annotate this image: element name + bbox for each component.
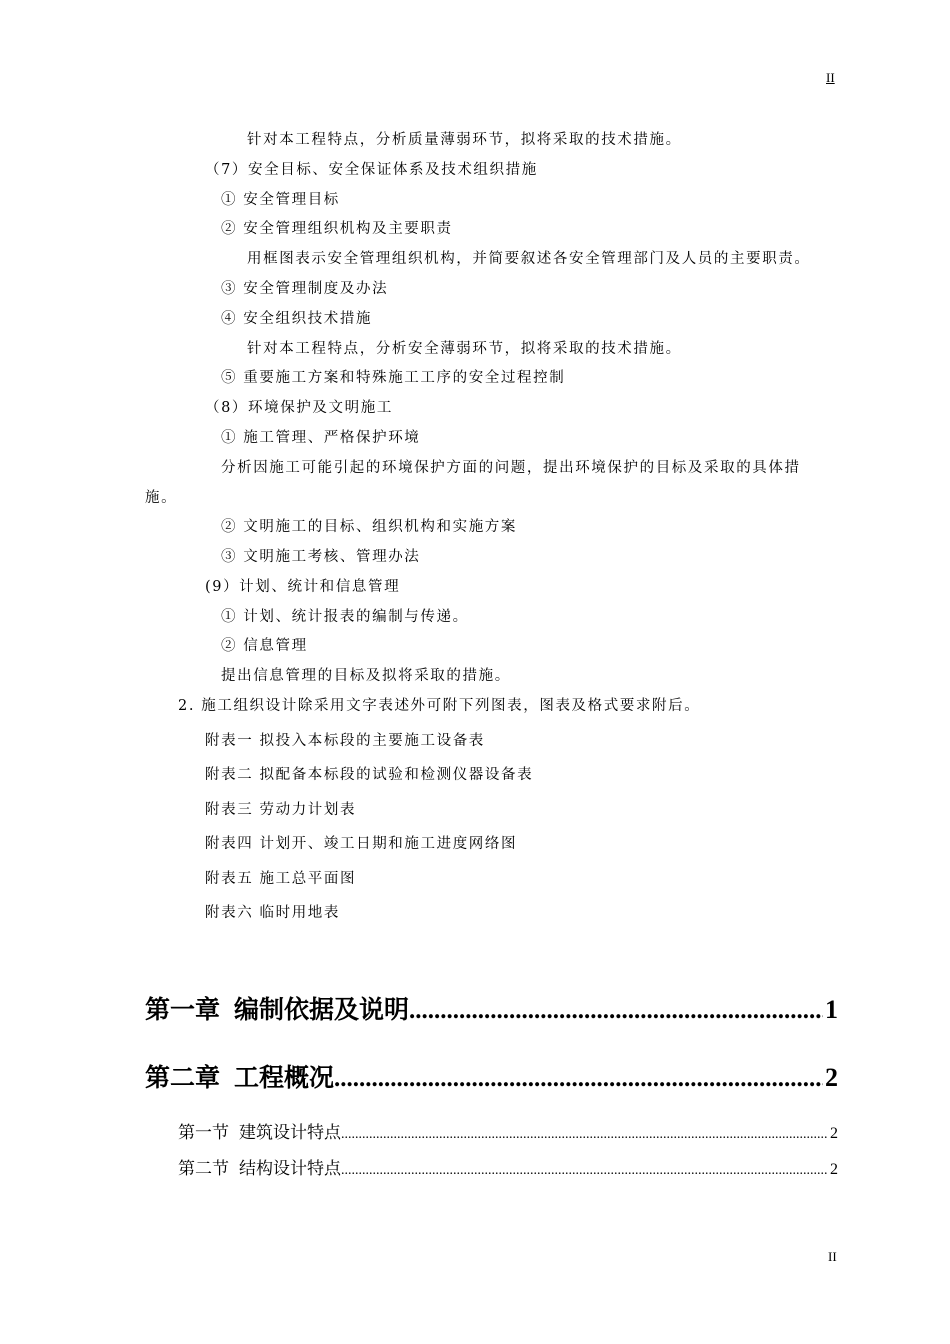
sub-item: ④ 安全组织技术措施	[221, 311, 373, 327]
toc-chapter-title: 工程概况	[234, 1063, 335, 1092]
appendix-item: 附表二 拟配备本标段的试验和检测仪器设备表	[205, 767, 534, 783]
paragraph-line: 施。	[145, 490, 178, 506]
appendix-item: 附表五 施工总平面图	[205, 871, 357, 887]
appendix-item: 附表三 劳动力计划表	[205, 802, 357, 818]
footer-page-number: II	[828, 1249, 837, 1264]
toc-section-entry[interactable]	[178, 1118, 838, 1143]
sub-item: ① 计划、统计报表的编制与传递。	[221, 609, 469, 625]
numbered-item: 2. 施工组织设计除采用文字表述外可附下列图表，图表及格式要求附后。	[178, 698, 701, 714]
sub-item: ② 安全管理组织机构及主要职责	[221, 221, 453, 237]
paragraph-line: 针对本工程特点，分析质量薄弱环节，拟将采取的技术措施。	[247, 132, 682, 148]
toc-page-number: 2	[830, 1161, 838, 1178]
paragraph-line: 提出信息管理的目标及拟将采取的措施。	[221, 668, 511, 684]
appendix-item: 附表四 计划开、竣工日期和施工进度网络图	[205, 836, 518, 852]
toc-section-title: 建筑设计特点	[239, 1123, 341, 1143]
toc-leader-dots	[334, 1065, 823, 1093]
toc-chapter-entry[interactable]	[145, 1058, 838, 1094]
item-heading: （8）环境保护及文明施工	[205, 400, 393, 416]
sub-item: ① 安全管理目标	[221, 192, 340, 208]
toc-chapter-label: 第一章	[145, 995, 221, 1024]
appendix-item: 附表六 临时用地表	[205, 905, 341, 921]
header-page-number: II	[826, 70, 835, 85]
sub-item: ② 信息管理	[221, 638, 308, 654]
toc-section-entry[interactable]	[178, 1154, 838, 1179]
toc-page-number: 2	[825, 1063, 838, 1092]
toc-section-label: 第一节	[178, 1123, 229, 1143]
toc-leader-dots	[341, 1127, 828, 1143]
toc-leader-dots	[409, 997, 823, 1025]
appendix-item: 附表一 拟投入本标段的主要施工设备表	[205, 733, 485, 749]
sub-item: ③ 安全管理制度及办法	[221, 281, 389, 297]
toc-chapter-title: 编制依据及说明	[234, 995, 410, 1024]
toc-section-label: 第二节	[178, 1159, 229, 1179]
item-heading: （7）安全目标、安全保证体系及技术组织措施	[205, 162, 538, 178]
sub-item: ① 施工管理、严格保护环境	[221, 430, 421, 446]
paragraph-line: 针对本工程特点，分析安全薄弱环节，拟将采取的技术措施。	[247, 341, 682, 357]
paragraph-line: 用框图表示安全管理组织机构，并简要叙述各安全管理部门及人员的主要职责。	[247, 251, 811, 267]
paragraph-line: 分析因施工可能引起的环境保护方面的问题，提出环境保护的目标及采取的具体措	[221, 460, 801, 476]
toc-leader-dots	[341, 1163, 828, 1179]
toc-page-number: 1	[825, 995, 838, 1024]
sub-item: ⑤ 重要施工方案和特殊施工工序的安全过程控制	[221, 370, 566, 386]
toc-chapter-label: 第二章	[145, 1063, 221, 1092]
sub-item: ② 文明施工的目标、组织机构和实施方案	[221, 519, 518, 535]
toc-page-number: 2	[830, 1125, 838, 1142]
toc-chapter-entry[interactable]	[145, 990, 838, 1026]
sub-item: ③ 文明施工考核、管理办法	[221, 549, 421, 565]
toc-section-title: 结构设计特点	[239, 1159, 341, 1179]
item-heading: (9）计划、统计和信息管理	[205, 579, 401, 595]
